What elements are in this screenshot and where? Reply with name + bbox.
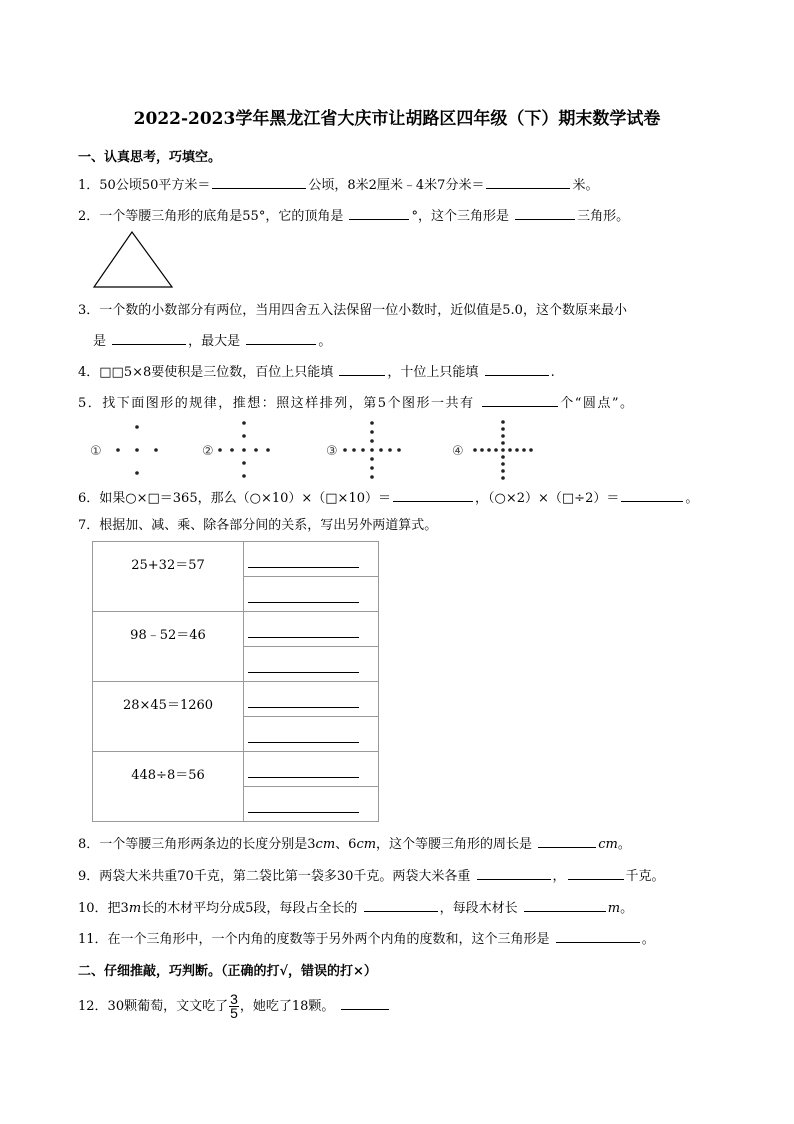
section-2-heading: 二、仔细推敲，巧判断。（正确的打√，错误的打×） [78, 964, 377, 979]
q8-unit-3: cm [598, 837, 618, 852]
q8-unit-1: cm [315, 837, 336, 852]
question-6 [78, 488, 698, 508]
q1-text-c: 米。 [572, 178, 599, 193]
q1-text-a: 1．50公顷50平方米＝ [78, 178, 211, 193]
table-row [93, 542, 379, 577]
table-row [93, 612, 379, 647]
q3-blank-1[interactable] [112, 331, 186, 345]
q10-unit-2: m [607, 901, 621, 916]
q4-blank-2[interactable] [485, 362, 549, 376]
q11-text-b: 。 [641, 932, 655, 947]
q8-text-c: ，这个等腰三角形的周长是 [376, 837, 533, 852]
question-2 [78, 206, 629, 226]
pattern-label-4: ④ [452, 444, 464, 459]
pattern-label-1: ① [90, 444, 102, 459]
q8-blank-1[interactable] [538, 834, 596, 848]
question-8 [78, 834, 631, 854]
q9-text-c: 千克。 [625, 869, 665, 884]
table-answer-blank[interactable] [244, 717, 379, 752]
isosceles-triangle-figure [92, 230, 174, 290]
q12-blank-1[interactable] [341, 996, 389, 1010]
table-answer-blank[interactable] [244, 647, 379, 682]
pattern-shape-3 [343, 421, 401, 479]
table-row [93, 682, 379, 717]
table-answer-blank[interactable] [244, 612, 379, 647]
q6-text-b: ，（○×2）×（□÷2）＝ [475, 491, 620, 506]
q5-text-b: 个“圆点”。 [560, 396, 635, 411]
q2-blank-2[interactable] [515, 206, 575, 220]
q6-blank-2[interactable] [621, 488, 683, 502]
q10-text-c: ，每段木材长 [439, 901, 518, 916]
table-answer-blank[interactable] [244, 752, 379, 787]
question-3-line-1: 3．一个数的小数部分有两位，当用四舍五入法保留一位小数时，近似值是5.0，这个数原来最小 [78, 303, 627, 318]
question-5 [78, 393, 634, 413]
question-4 [78, 362, 555, 382]
q2-text-b: °，这个三角形是 [411, 209, 509, 224]
q10-blank-2[interactable] [524, 898, 606, 912]
question-9 [78, 866, 665, 886]
q3-text-d: 。 [318, 334, 332, 349]
q3-text-c: ，最大是 [188, 334, 241, 349]
pattern-label-3: ③ [326, 444, 338, 459]
table-expression-3: 28×45＝1260 [93, 682, 244, 752]
table-answer-blank[interactable] [244, 682, 379, 717]
q12-fraction [229, 993, 239, 1020]
q8-unit-2: cm [356, 837, 377, 852]
q1-blank-2[interactable] [486, 175, 570, 189]
fraction-denominator: 5 [230, 1005, 238, 1021]
q4-text-a: 4．□□5×8要使积是三位数，百位上只能填 [78, 365, 334, 380]
pattern-shape-2 [218, 421, 270, 478]
q3-blank-2[interactable] [246, 331, 316, 345]
q9-blank-2[interactable] [568, 866, 624, 880]
table-answer-blank[interactable] [244, 787, 379, 822]
q1-blank-1[interactable] [212, 175, 306, 189]
question-1 [78, 175, 598, 195]
table-answer-blank[interactable] [244, 542, 379, 577]
q6-text-a: 6．如果○×□＝365，那么（○×10）×（□×10）＝ [78, 491, 391, 506]
q8-text-e: 。 [617, 837, 631, 852]
table-expression-4: 448÷8＝56 [93, 752, 244, 822]
q5-blank-1[interactable] [482, 393, 558, 407]
q8-text-a: 8．一个等腰三角形两条边的长度分别是3 [78, 837, 316, 852]
q10-text-b: 长的木材平均分成5段，每段占全长的 [141, 901, 358, 916]
q4-blank-1[interactable] [339, 362, 385, 376]
question-3-line-2 [93, 331, 331, 351]
table-answer-blank[interactable] [244, 577, 379, 612]
q12-text-a: 12．30颗葡萄，文文吃了 [78, 999, 229, 1014]
q11-blank-1[interactable] [556, 929, 640, 943]
q1-text-b: 公顷，8米2厘米﹣4米7分米＝ [308, 178, 485, 193]
section-1-heading: 一、认真思考，巧填空。 [78, 150, 222, 165]
q9-text-a: 9．两袋大米共重70千克，第二袋比第一袋多30千克。两袋大米各重 [78, 869, 471, 884]
q3-text-b: 是 [93, 334, 107, 349]
question-7: 7．根据加、减、乘、除各部分间的关系，写出另外两道算式。 [78, 518, 438, 533]
q9-text-b: ， [552, 869, 566, 884]
pattern-label-2: ② [202, 444, 214, 459]
q11-text-a: 11．在一个三角形中，一个内角的度数等于另外两个内角的度数和，这个三角形是 [78, 932, 550, 947]
q10-text-d: 。 [620, 901, 634, 916]
q12-text-b: ，她吃了18颗。 [239, 999, 335, 1014]
relation-table [92, 541, 379, 822]
fraction-numerator: 3 [230, 991, 238, 1007]
q8-text-b: 、6 [335, 837, 357, 852]
q10-unit-1: m [128, 901, 142, 916]
table-row [93, 752, 379, 787]
page-title: 2022-2023学年黑龙江省大庆市让胡路区四年级（下）期末数学试卷 [133, 109, 661, 129]
table-expression-1: 25+32＝57 [93, 542, 244, 612]
pattern-shape-1 [116, 425, 158, 475]
pattern-shape-4 [473, 420, 533, 480]
question-11 [78, 929, 655, 949]
q4-text-b: ，十位上只能填 [387, 365, 479, 380]
q9-blank-1[interactable] [477, 866, 551, 880]
q2-blank-1[interactable] [349, 206, 409, 220]
q10-blank-1[interactable] [364, 898, 438, 912]
q6-text-c: 。 [685, 491, 699, 506]
question-10 [78, 898, 633, 918]
dot-pattern-figure [86, 417, 546, 483]
q10-text-a: 10．把3 [78, 901, 129, 916]
q6-blank-1[interactable] [393, 488, 473, 502]
q2-text-a: 2．一个等腰三角形的底角是55°，它的顶角是 [78, 209, 344, 224]
q4-text-c: . [550, 365, 555, 380]
q2-text-c: 三角形。 [577, 209, 630, 224]
question-12 [78, 993, 391, 1020]
table-expression-2: 98﹣52＝46 [93, 612, 244, 682]
q5-text-a: 5．找下面图形的规律，推想：照这样排列，第5个图形一共有 [78, 396, 475, 411]
